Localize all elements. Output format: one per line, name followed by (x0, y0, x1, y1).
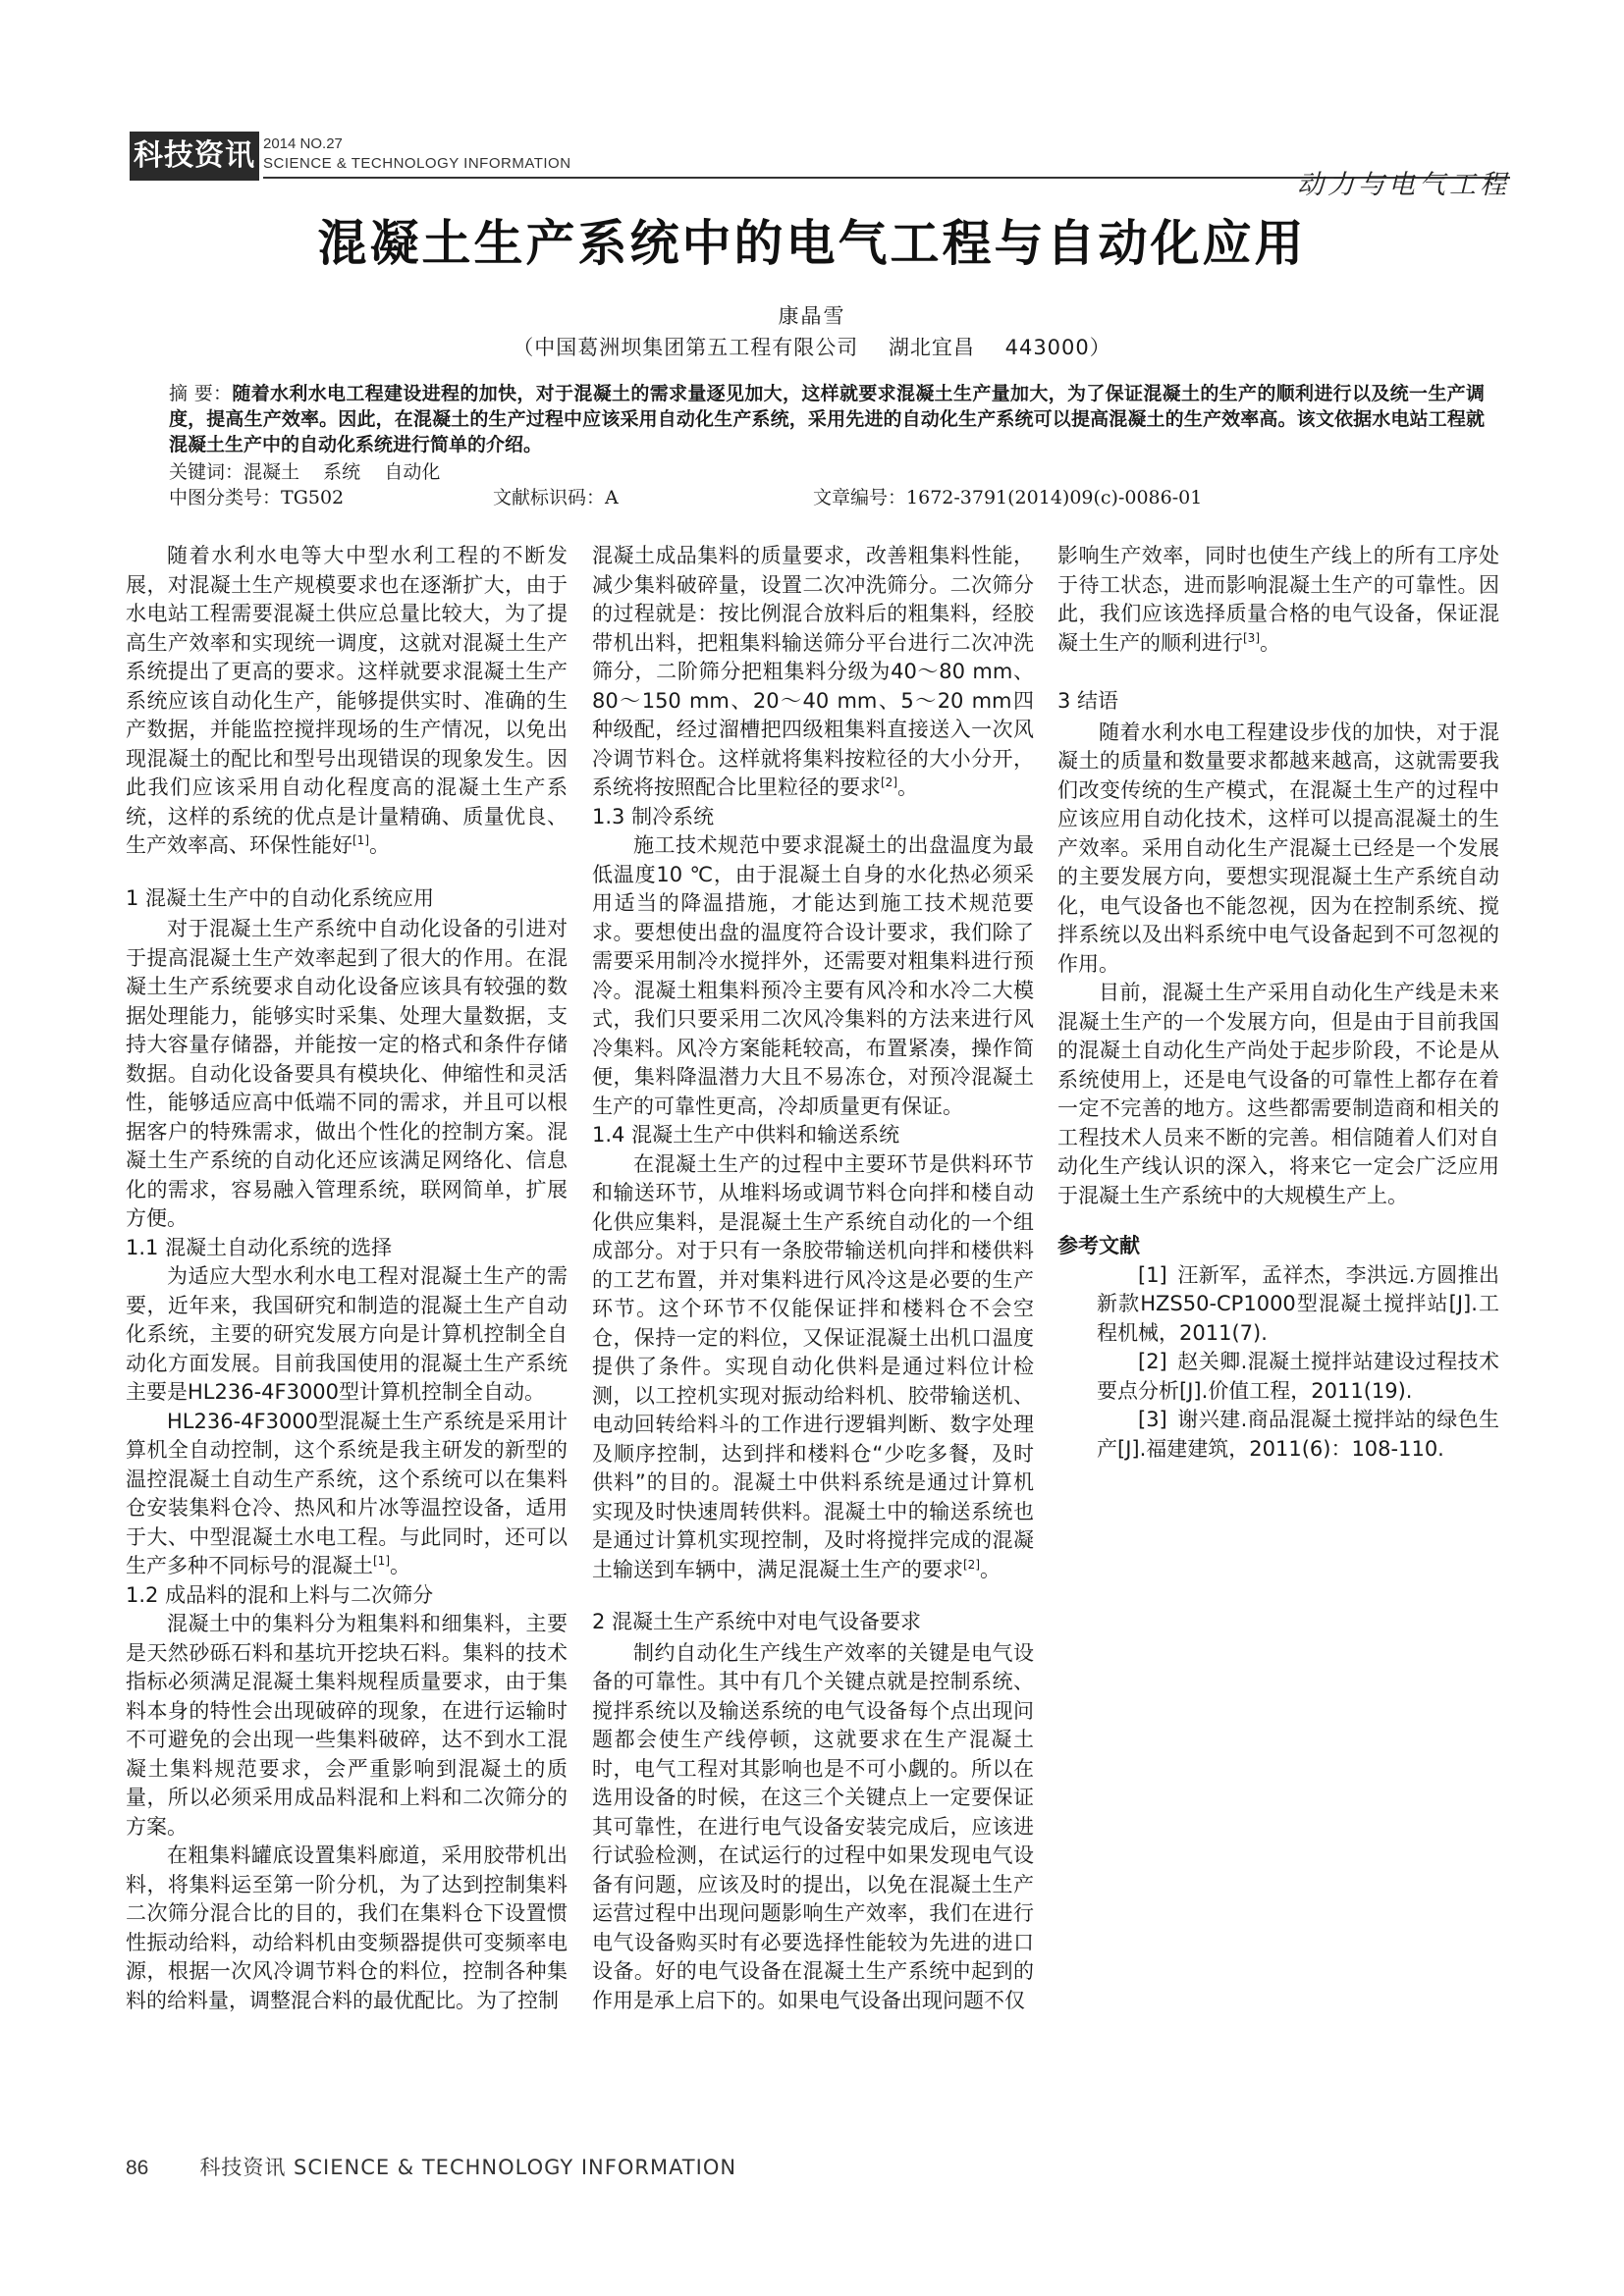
references-heading: 参考文献 (1057, 1234, 1140, 1257)
journal-english-name: SCIENCE & TECHNOLOGY INFORMATION (263, 155, 571, 172)
article-title: 混凝土生产系统中的电气工程与自动化应用 (317, 215, 1307, 272)
journal-masthead: 科技资讯 (130, 132, 259, 181)
article-number: 文章编号：1672-3791(2014)09(c)-0086-01 (813, 487, 1203, 508)
intro-paragraph: 随着水利水电等大中型水利工程的不断发展，对混凝土生产规模要求也在逐渐扩大，由于水电站工程需要混凝土供应总量比较大，为了提高生产效率和实现统一调度，这就对混凝土生产系统提出了更高的要求。这样就要求混凝土生产系统应该自动化生产，能够提供实时、准确的生产数据，并能监控搅拌现场的生产情况，以免出现混凝土的配比和型号出现错误的现象发生。因此我们应该采用自动化程度高的混凝土生产系统，这样的系统的优点是计量精确、质量优良、生产效率高、环保性能好[1]。 (126, 544, 568, 857)
column-2 (592, 542, 1034, 2015)
issue-number: 2014 NO.27 (263, 135, 343, 152)
section-1-4-heading: 1.4 混凝土生产中供料和输送系统 (592, 1123, 900, 1147)
clc-number: 中图分类号：TG502 (169, 487, 345, 508)
section-1-3-heading: 1.3 制冷系统 (592, 804, 715, 828)
section-3-paragraph-1: 随着水利水电工程建设步伐的加快，对于混凝土的质量和数量要求都越来越高，这就需要我们改变传统的生产模式，在混凝土生产的过程中应该应用自动化技术，这样可以提高混凝土的生产效率。采用自动化生产混凝土已经是一个发展的主要发展方向，要想实现混凝土生产系统自动化，电气设备也不能忽视，因为在控制系统、搅拌系统以及出料系统中电气设备起到不可忽视的作用。 (1057, 720, 1499, 976)
section-2-heading: 2 混凝土生产系统中对电气设备要求 (592, 1610, 922, 1633)
abstract-label: 摘 要： (169, 383, 233, 404)
section-1-3-paragraph: 施工技术规范中要求混凝土的出盘温度为最低温度10 ℃，由于混凝土自身的水化热必须采用适当的降温措施，才能达到施工技术规范要求。要想使出盘的温度符合设计要求，我们除了需要采用制冷水搅拌外，还需要对粗集料进行预冷。混凝土粗集料预冷主要有风冷和水冷二大模式，我们只要采用二次风冷集料的方法来进行风冷集料。风冷方案能耗较高，布置紧凑，操作简便，集料降温潜力大且不易冻仓，对预冷混凝土生产的可靠性更高，冷却质量更有保证。 (592, 833, 1034, 1118)
section-3-paragraph-2: 目前，混凝土生产采用自动化生产线是未来混凝土生产的一个发展方向，但是由于目前我国的混凝土自动化生产尚处于起步阶段，不论是从系统使用上，还是电气设备的可靠性上都存在着一定不完善的地方。这些都需要制造商和相关的工程技术人员来不断的完善。相信随着人们对自动化生产线认识的深入，将来它一定会广泛应用于混凝土生产系统中的大规模生产上。 (1057, 981, 1499, 1207)
abstract (169, 381, 1485, 457)
section-name: 动力与电气工程 (1297, 170, 1510, 200)
section-1-paragraph: 对于混凝土生产系统中自动化设备的引进对于提高混凝土生产效率起到了很大的作用。在混凝土生产系统要求自动化设备应该具有较强的数据处理能力，能够实时采集、处理大量数据，支持大容量存储器，并能按一定的格式和条件存储数据。自动化设备要具有模块化、伸缩性和灵活性，能够适应高中低端不同的需求，并且可以根据客户的特殊需求，做出个性化的控制方案。混凝土生产系统的自动化还应该满足网络化、信息化的需求，容易融入管理系统，联网简单，扩展方便。 (126, 917, 568, 1230)
affiliation: （中国葛洲坝集团第五工程有限公司 湖北宜昌 443000） (513, 336, 1111, 359)
reference-item: [2] 赵关卿.混凝土搅拌站建设过程技术要点分析[J].价值工程，2011(19). (1097, 1350, 1499, 1403)
section-1-4-paragraph: 在混凝土生产的过程中主要环节是供料环节和输送环节，从堆料场或调节料仓向拌和楼自动化供应集料，是混凝土生产系统自动化的一个组成部分。对于只有一条胶带输送机向拌和楼供料的工艺布置，并对集料进行风冷这是必要的生产环节。这个环节不仅能保证拌和楼料仓不会空仓，保持一定的料位，又保证混凝土出机口温度提供了条件。实现自动化供料是通过料位计检测，以工控机实现对振动给料机、胶带输送机、电动回转给料斗的工作进行逻辑判断、数字处理及顺序控制，达到拌和楼料仓“少吃多餐，及时供料”的目的。混凝土中供料系统是通过计算机实现及时快速周转供料。混凝土中的输送系统也是通过计算机实现控制，及时将搅拌完成的混凝土输送到车辆中，满足混凝土生产的要求[2]。 (592, 1151, 1034, 1581)
section-2-paragraph: 制约自动化生产线生产效率的关键是电气设备的可靠性。其中有几个关键点就是控制系统、搅拌系统以及输送系统的电气设备每个点出现问题都会使生产线停顿，这就要求在生产混凝土时，电气工程对其影响也是不可小觑的。所以在选用设备的时候，在这三个关键点上一定要保证其可靠性，在进行电气设备安装完成后，应该进行试验检测，在试运行的过程中如果发现电气设备有问题，应该及时的提出，以免在混凝土生产运营过程中出现问题影响生产效率，我们在进行电气设备购买时有必要选择性能较为先进的进口设备。好的电气设备在混凝土生产系统中起到的作用是承上启下的。如果电气设备出现问题不仅 (592, 1640, 1034, 2012)
author: 康晶雪 (778, 304, 846, 328)
page-number: 86 (126, 2157, 149, 2179)
section-3-heading: 3 结语 (1057, 689, 1119, 713)
document-code: 文献标识码：A (493, 487, 619, 508)
section-1-1-paragraph-1: 为适应大型水利水电工程对混凝土生产的需要，近年来，我国研究和制造的混凝土生产自动化系统，主要的研究发展方向是计算机控制全自动化方面发展。目前我国使用的混凝土生产系统主要是HL236-4F3000型计算机控制全自动。 (126, 1264, 568, 1404)
section-1-heading: 1 混凝土生产中的自动化系统应用 (126, 885, 435, 910)
keywords (169, 459, 440, 485)
section-1-2-heading: 1.2 成品料的混和上料与二次筛分 (126, 1582, 434, 1607)
keywords-label: 关键词： (169, 461, 244, 483)
section-1-1-heading: 1.1 混凝土自动化系统的选择 (126, 1235, 393, 1259)
keywords-text: 混凝土 系统 自动化 (244, 461, 441, 483)
section-1-2-paragraph-1: 混凝土中的集料分为粗集料和细集料，主要是天然砂砾石料和基坑开挖块石料。集料的技术指标必须满足混凝土集料规程质量要求，由于集料本身的特性会出现破碎的现象，在进行运输时不可避免的会出现一些集料破碎，达不到水工混凝土集料规范要求，会严重影响到混凝土的质量，所以必须采用成品料混和上料和二次筛分的方案。 (126, 1612, 568, 1839)
section-1-1-paragraph-2: HL236-4F3000型混凝土生产系统是采用计算机全自动控制，这个系统是我主研发的新型的温控混凝土自动生产系统，这个系统可以在集料仓安装集料仓冷、热风和片冰等温控设备，适用于大、中型混凝土水电工程。与此同时，还可以生产多种不同标号的混凝土[1]。 (126, 1409, 568, 1577)
section-1-2-paragraph-2: 在粗集料罐底设置集料廊道，采用胶带机出料，将集料运至第一阶分机，为了达到控制集料二次筛分混合比的目的，我们在集料仓下设置惯性振动给料，动给料机由变频器提供可变频率电源，根据一次风冷调节料仓的料位，控制各种集料的给料量，调整混合料的最优配比。为了控制 (126, 1843, 568, 2012)
reference-item: [3] 谢兴建.商品混凝土搅拌站的绿色生产[J].福建建筑，2011(6)：108-110. (1097, 1408, 1499, 1461)
column-1 (126, 542, 568, 2015)
abstract-text: 随着水利水电工程建设进程的加快，对于混凝土的需求量逐见加大，这样就要求混凝土生产量加大，为了保证混凝土的生产的顺利进行以及统一生产调度，提高生产效率。因此，在混凝土的生产过程中应该采用自动化生产系统，采用先进的自动化生产系统可以提高混凝土的生产效率高。该文依据水电站工程就混凝土生产中的自动化系统进行简单的介绍。 (169, 383, 1485, 455)
section-1-2-paragraph-2-continued: 混凝土成品集料的质量要求，改善粗集料性能，减少集料破碎量，设置二次冲洗筛分。二次筛分的过程就是：按比例混合放料后的粗集料，经胶带机出料，把粗集料输送筛分平台进行二次冲洗筛分，二阶筛分把粗集料分级为40～80 mm、80～150 mm、20～40 mm、5～20 mm四种级配，经过溜槽把四级粗集料直接送入一次风冷调节料仓。这样就将集料按粒径的大小分开，系统将按照配合比里粒径的要求[2]。 (592, 544, 1034, 799)
section-2-paragraph-continued: 影响生产效率，同时也使生产线上的所有工序处于待工状态，进而影响混凝土生产的可靠性。因此，我们应该选择质量合格的电气设备，保证混凝土生产的顺利进行[3]。 (1057, 544, 1499, 655)
page-footer (126, 2152, 736, 2181)
footer-journal-name: 科技资讯 SCIENCE & TECHNOLOGY INFORMATION (199, 2156, 737, 2179)
column-3 (1057, 542, 1499, 1464)
reference-item: [1] 汪新军，孟祥杰，李洪远.方圆推出新款HZS50-CP1000型混凝土搅拌站[J].工程机械，2011(7). (1097, 1262, 1499, 1345)
